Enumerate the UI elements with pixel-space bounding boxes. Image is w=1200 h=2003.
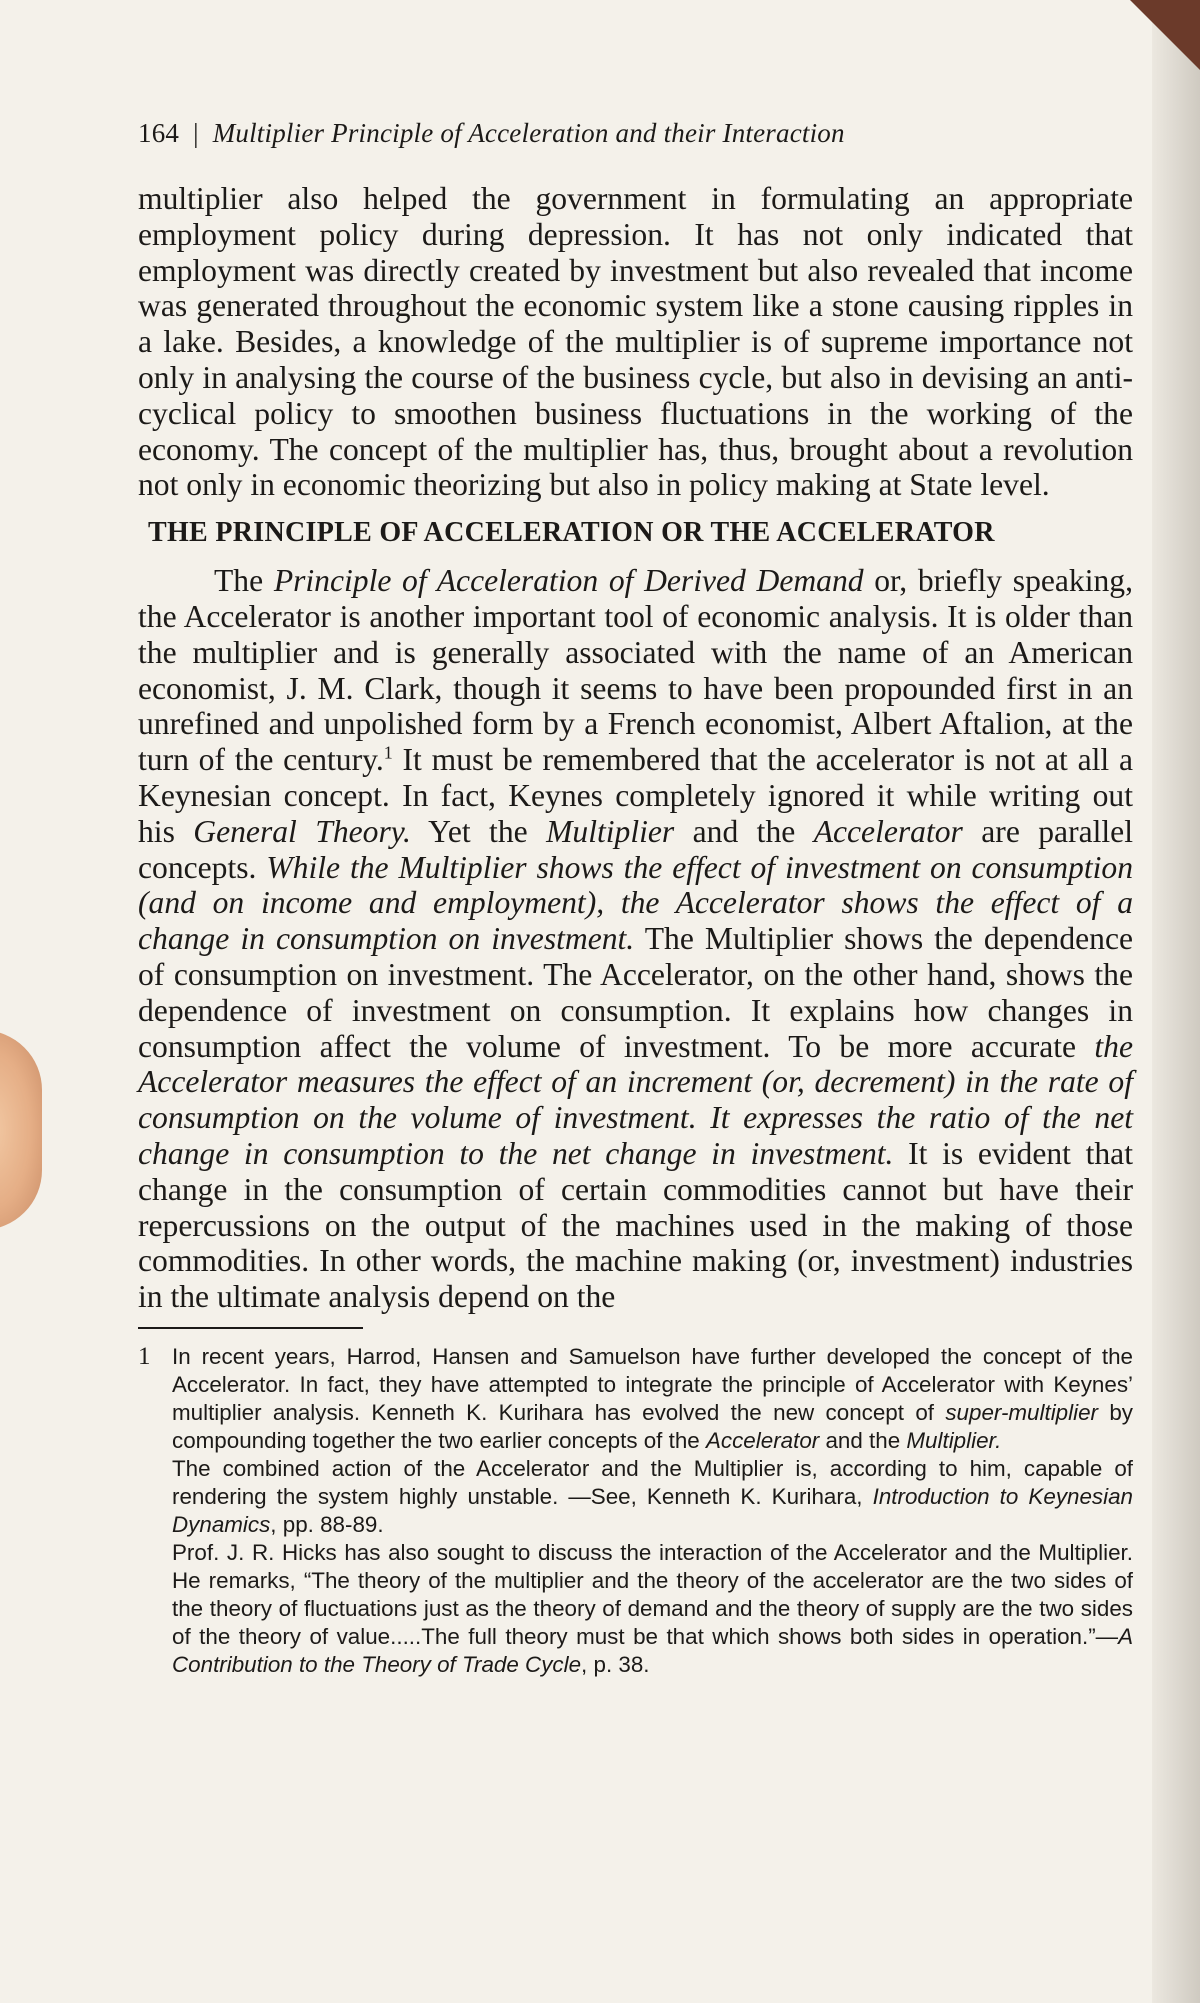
- italic-span: super-multiplier: [945, 1399, 1098, 1425]
- footnote-number: 1: [138, 1342, 151, 1370]
- text-span: and the: [819, 1427, 907, 1453]
- italic-span: While the Multiplier shows the effect of investment on consumption (and on income and employment), the Accelerator shows the effect of a change in consumption on investment.: [138, 849, 1133, 957]
- thumb-holding-page: [0, 1030, 42, 1230]
- footnote-ref: 1: [383, 742, 393, 763]
- page-edge: [1152, 0, 1200, 2003]
- footnote-rule: [138, 1327, 363, 1329]
- footnote-paragraph: [172, 1343, 1133, 1455]
- italic-span: Multiplier: [546, 813, 675, 849]
- running-header: [138, 118, 1133, 149]
- text-span: are parallel concepts.: [138, 813, 1133, 885]
- text-span: It must be remembered that the accelerator is not at all a Keynesian concept. In fact, Keynes completely ignored it while writing out his: [138, 742, 1133, 849]
- page-number: 164: [138, 118, 180, 148]
- italic-span: Principle of Acceleration of Derived Demand: [273, 563, 864, 599]
- italic-span: General Theory.: [193, 813, 411, 849]
- italic-span: Multiplier.: [906, 1427, 1002, 1453]
- header-separator: |: [193, 118, 199, 148]
- paragraph-multiplier: multiplier also helped the government in formulating an appropriate employment policy during depression. It has not only indicated that employment was directly created by investment but also revealed that income was generated throughout the economic system like a stone causing ripples in a lake. Besides, a knowledge of the multiplier is of supreme importance not only in analysing the course of the business cycle, but also in devising an anti-cyclical policy to smoothen business fluctuations in the working of the economy. The concept of the multiplier has, thus, brought about a revolution not only in economic theorizing but also in policy making at State level.: [138, 181, 1133, 503]
- text-span: by compounding together the two earlier concepts of the: [172, 1399, 1133, 1453]
- text-span: The: [214, 563, 274, 599]
- footnote-body: [172, 1343, 1133, 1679]
- paragraph-accelerator: [138, 563, 1133, 1315]
- footnote-paragraph: [172, 1455, 1133, 1539]
- page-content: [138, 118, 1133, 1679]
- italic-span: the Accelerator measures the effect of an increment (or, decrement) in the rate of consumption on the volume of investment. It expresses the ratio of the net change in consumption to the net change in investment.: [138, 1028, 1133, 1171]
- text-span: Yet the: [410, 813, 547, 849]
- text-span: and the: [674, 813, 814, 849]
- italic-span: A Contribution to the Theory of Trade Cycle: [172, 1623, 1133, 1677]
- italic-span: Accelerator: [705, 1427, 820, 1453]
- italic-span: Introduction to Keynesian Dynamics: [172, 1483, 1133, 1537]
- footnote-paragraph: [172, 1539, 1133, 1679]
- text-span: Prof. J. R. Hicks has also sought to discuss the interaction of the Accelerator and the Multiplier. He remarks, “The theory of the multiplier and the theory of the accelerator are the two sides of the theory of fluctuations just as the theory of demand and the theory of supply are the two sides of the theory of value.....The full theory must be that which shows both sides in operation.”—: [172, 1539, 1133, 1649]
- text-span: or, briefly speaking, the Accelerator is another important tool of economic analysis. It is older than the multiplier and is generally associated with the name of an American economist, J. M. Clark, though it seems to have been propounded first in an unrefined and unpolished form by a French economist, Albert Aftalion, at the turn of the century.: [138, 563, 1133, 778]
- text-span: It is evident that change in the consumption of certain commodities cannot but have their repercussions on the output of the machines used in the making of those commodities. In other words, the machine making (or, investment) industries in the ultimate analysis depend on the: [138, 1135, 1133, 1315]
- section-heading: THE PRINCIPLE OF ACCELERATION OR THE ACCELERATOR: [148, 517, 995, 549]
- text-span: The combined action of the Accelerator and the Multiplier is, according to him, capable of rendering the system highly unstable. —See, Kenneth K. Kurihara,: [172, 1455, 1133, 1509]
- text-span: In recent years, Harrod, Hansen and Samuelson have further developed the concept of the Accelerator. In fact, they have attempted to integrate the principle of Accelerator with Keynes’ multiplier analysis. Kenneth K. Kurihara has evolved the new concept of: [172, 1343, 1133, 1425]
- text-span: , pp. 88-89.: [270, 1511, 384, 1537]
- footnote: [138, 1343, 1133, 1679]
- text-span: The Multiplier shows the dependence of consumption on investment. The Accelerator, on the other hand, shows the dependence of investment on consumption. It explains how changes in consumption affect the volume of investment. To be more accurate: [138, 921, 1133, 1064]
- chapter-title: Multiplier Principle of Acceleration and their Interaction: [212, 118, 845, 148]
- text-span: , p. 38.: [581, 1651, 650, 1677]
- italic-span: Accelerator: [813, 813, 963, 849]
- book-cover-corner: [1130, 0, 1200, 70]
